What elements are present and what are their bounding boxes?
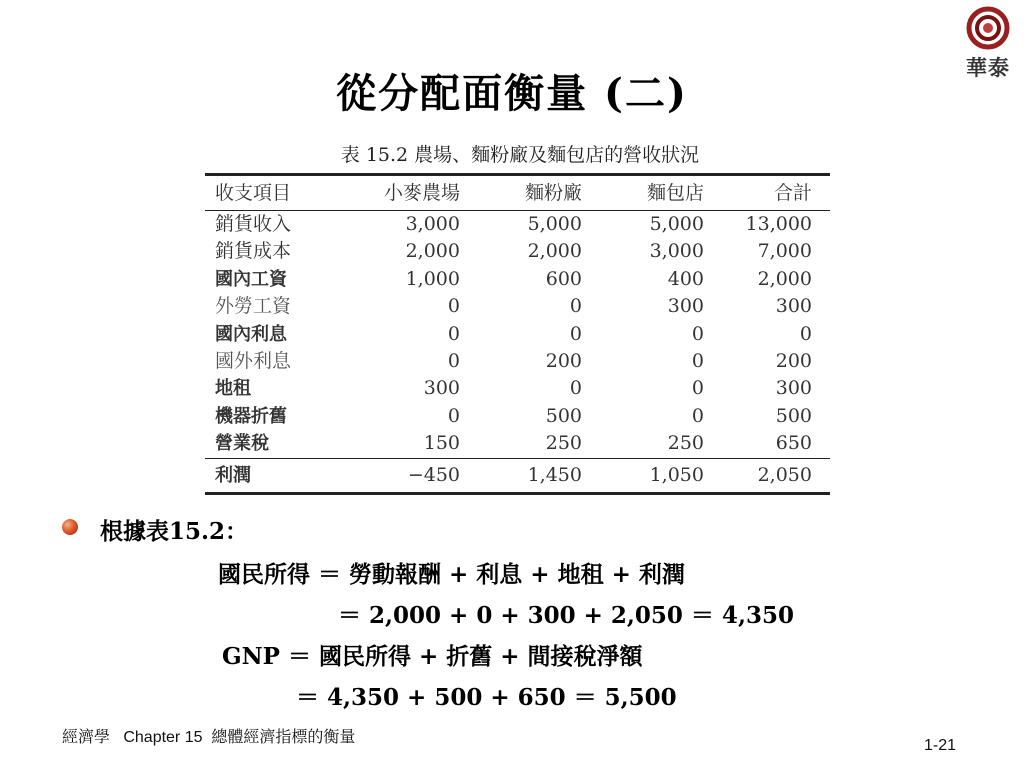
row-label: 國內利息: [215, 323, 287, 345]
cell: 7,000: [757, 240, 812, 263]
cell: 0: [447, 349, 460, 372]
cell: 0: [447, 295, 460, 318]
cell: 2,000: [757, 267, 812, 290]
cell: 2,000: [405, 240, 460, 263]
cell: 0: [691, 349, 704, 372]
cell: 13,000: [745, 213, 812, 235]
table-bottom-rule: [205, 492, 830, 495]
cell: 0: [569, 322, 582, 345]
header-cell: 麵粉廠: [524, 182, 582, 204]
table-row: [205, 321, 830, 348]
table-row: [205, 403, 830, 430]
cell: 3,000: [649, 240, 704, 263]
cell: 300: [423, 377, 460, 400]
row-label: 國內工資: [215, 268, 287, 290]
table-row: [205, 211, 830, 238]
cell: 0: [691, 377, 704, 400]
cell: 5,000: [649, 213, 704, 235]
table-row: [205, 430, 830, 457]
equation-national-income-value: ＝ 2,000 + 0 + 300 + 2,050 ＝ 4,350: [338, 602, 794, 629]
cell: 300: [775, 377, 812, 400]
cell: 0: [569, 377, 582, 400]
cell: 400: [667, 267, 704, 290]
table-caption: 表 15.2 農場、麵粉廠及麵包店的營收狀況: [340, 144, 700, 166]
table-row: [205, 238, 830, 265]
header-cell: 合計: [773, 182, 812, 204]
page-number: 1-21: [924, 737, 957, 754]
logo-text: 華泰: [966, 56, 1010, 80]
cell: 1,450: [527, 463, 582, 486]
header-cell: 小麥農場: [383, 182, 460, 204]
header-cell: 收支項目: [215, 182, 292, 204]
row-label: 地租: [215, 378, 251, 400]
table-row: [205, 293, 830, 320]
equation-national-income: 國民所得 ＝ 勞動報酬 + 利息 + 地租 + 利潤: [218, 561, 685, 588]
bullet-icon: [62, 519, 78, 535]
cell: 0: [447, 404, 460, 427]
cell: 0: [691, 404, 704, 427]
table-row: [205, 348, 830, 375]
row-label: 國外利息: [215, 349, 292, 372]
cell: 300: [775, 295, 812, 318]
cell: 650: [775, 432, 812, 455]
table-total-row: [205, 459, 830, 492]
cell: 1,000: [405, 267, 460, 290]
row-label: 營業稅: [215, 433, 269, 455]
row-label: 外勞工資: [215, 295, 292, 318]
cell: 250: [545, 432, 582, 455]
equation-gnp-value: ＝ 4,350 + 500 + 650 ＝ 5,500: [296, 684, 677, 711]
cell: 500: [545, 404, 582, 427]
cell: 2,050: [757, 463, 812, 486]
row-label: 機器折舊: [215, 405, 287, 427]
cell: 2,000: [527, 240, 582, 263]
row-label: 銷貨成本: [215, 240, 292, 263]
cell: 0: [691, 322, 704, 345]
cell: 5,000: [527, 213, 582, 235]
cell: 0: [569, 295, 582, 318]
table-row: [205, 266, 830, 293]
cell: 300: [667, 295, 704, 318]
cell: 250: [667, 432, 704, 455]
cell: 500: [775, 404, 812, 427]
bullet-text: 根據表15.2：: [100, 518, 249, 545]
logo-rings-icon: [966, 6, 1010, 50]
row-label: 利潤: [215, 464, 251, 486]
income-table: [205, 173, 830, 495]
footer-chapter: 經濟學 Chapter 15 總體經濟指標的衡量: [62, 729, 356, 746]
cell: 0: [447, 322, 460, 345]
row-label: 銷貨收入: [215, 213, 292, 235]
cell: 600: [545, 267, 582, 290]
table-header-row: [205, 176, 830, 210]
cell: 150: [423, 432, 460, 455]
cell: 0: [799, 322, 812, 345]
cell: −450: [407, 463, 460, 486]
cell: 200: [545, 349, 582, 372]
slide-title: 從分配面衡量 (二): [336, 70, 688, 117]
table-row: [205, 375, 830, 402]
header-cell: 麵包店: [646, 182, 704, 204]
cell: 3,000: [405, 213, 460, 235]
equation-gnp: GNP ＝ 國民所得 + 折舊 + 間接稅淨額: [222, 643, 643, 670]
cell: 200: [775, 349, 812, 372]
cell: 1,050: [649, 463, 704, 486]
